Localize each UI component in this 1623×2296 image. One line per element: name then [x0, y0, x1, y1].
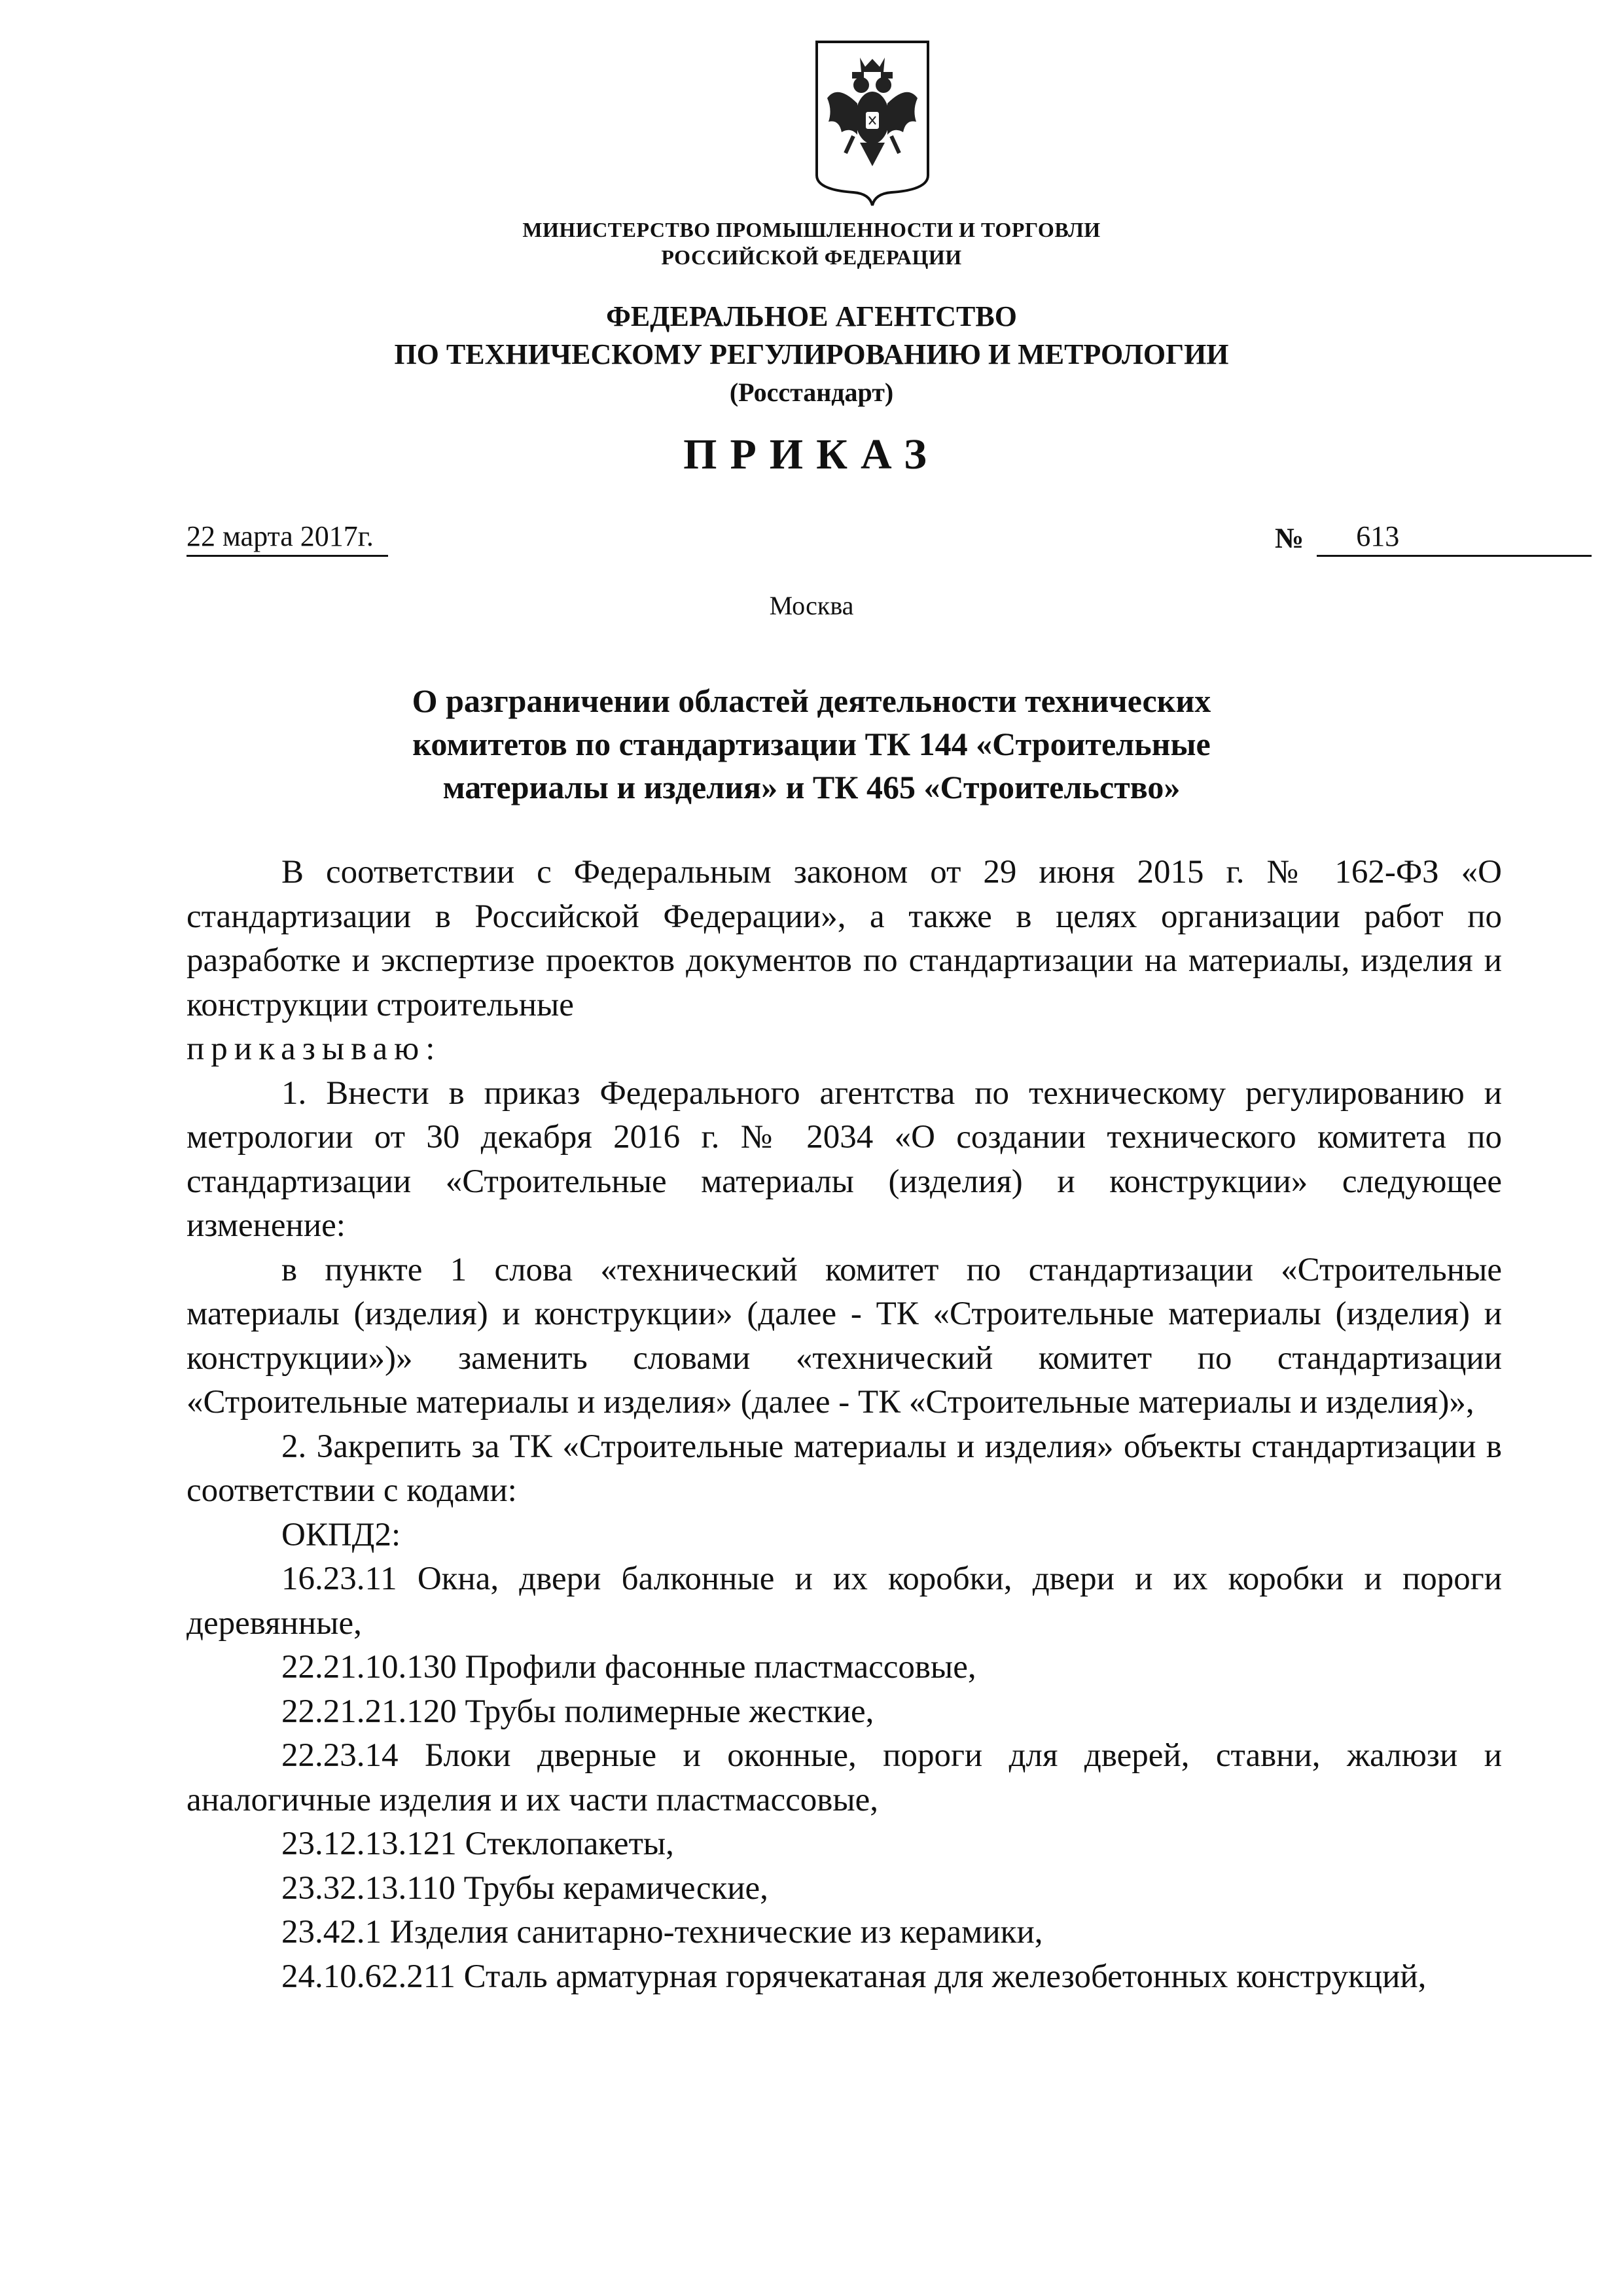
code-item: 22.23.14 Блоки дверные и оконные, пороги для дверей, ставни, жалюзи и аналогичные изделия и их части пластмассовые, — [187, 1737, 1502, 1818]
classifier-label: ОКПД2: — [281, 1516, 401, 1553]
code-item: 23.42.1 Изделия санитарно-технические из керамики, — [281, 1914, 1043, 1951]
preamble-paragraph: В соответствии с Федеральным законом от 29 июня 2015 г. № 162-ФЗ «О стандартизации в Российской Федерации», а также в целях организации работ по разработке и экспертизе проектов документов по стандартизации на материалы, изделия и конструкции строительные — [187, 854, 1502, 1023]
agency-short-name: (Росстандарт) — [729, 378, 894, 407]
number-sign: № — [1275, 522, 1304, 554]
code-item: 23.32.13.110 Трубы керамические, — [281, 1869, 768, 1907]
agency-line-2: ПО ТЕХНИЧЕСКОМУ РЕГУЛИРОВАНИЮ И МЕТРОЛОГИИ — [394, 338, 1229, 370]
agency-line-1: ФЕДЕРАЛЬНОЕ АГЕНТСТВО — [606, 300, 1017, 332]
code-item: 23.12.13.121 Стеклопакеты, — [281, 1826, 674, 1862]
ministry-line-2: РОССИЙСКОЙ ФЕДЕРАЦИИ — [661, 245, 962, 269]
order-date: 22 марта 2017г. — [187, 518, 388, 557]
subject-line-1: О разграничении областей деятельности технических — [412, 682, 1211, 719]
subject-line-3: материалы и изделия» и ТК 465 «Строительство» — [442, 769, 1181, 805]
order-city: Москва — [769, 591, 854, 620]
item-2-paragraph: 2. Закрепить за ТК «Строительные материалы и изделия» объекты стандартизации в соответствии с кодами: — [187, 1428, 1502, 1509]
item-1-detail-paragraph: в пункте 1 слова «технический комитет по стандартизации «Строительные материалы (изделия) и конструкции» (далее - ТК «Строительные материалы (изделия) и конструкции»)» заменить словами «технический комитет по стандартизации «Строительные материалы и изделия» (далее - ТК «Строительные материалы и изделия)», — [187, 1251, 1502, 1421]
ministry-line-1: МИНИСТЕРСТВО ПРОМЫШЛЕННОСТИ И ТОРГОВЛИ — [522, 218, 1101, 241]
subject-line-2: комитетов по стандартизации ТК 144 «Строительные — [412, 726, 1211, 762]
code-item: 16.23.11 Окна, двери балконные и их коробки, двери и их коробки и пороги деревянные, — [187, 1561, 1502, 1642]
code-item: 22.21.10.130 Профили фасонные пластмассовые, — [281, 1649, 976, 1686]
order-number — [1275, 518, 1592, 557]
order-title: ПРИКАЗ — [683, 431, 940, 478]
code-item: 24.10.62.211 Сталь арматурная горячекатаная для железобетонных конструкций, — [281, 1958, 1427, 1995]
order-word: приказываю: — [187, 1031, 442, 1067]
order-body — [187, 851, 1502, 1999]
item-1-paragraph: 1. Внести в приказ Федерального агентства по техническому регулированию и метрологии от 30 декабря 2016 г. № 2034 «О создании технического комитета по стандартизации «Строительные материалы (изделия) и конструкции» следующее изменение: — [187, 1074, 1502, 1244]
code-item: 22.21.21.120 Трубы полимерные жесткие, — [281, 1693, 874, 1730]
russian-coat-of-arms-icon — [813, 38, 932, 209]
order-subject — [262, 679, 1361, 809]
agency-name — [0, 298, 1623, 412]
ministry-name — [0, 216, 1623, 271]
number-value: 613 — [1317, 518, 1592, 557]
